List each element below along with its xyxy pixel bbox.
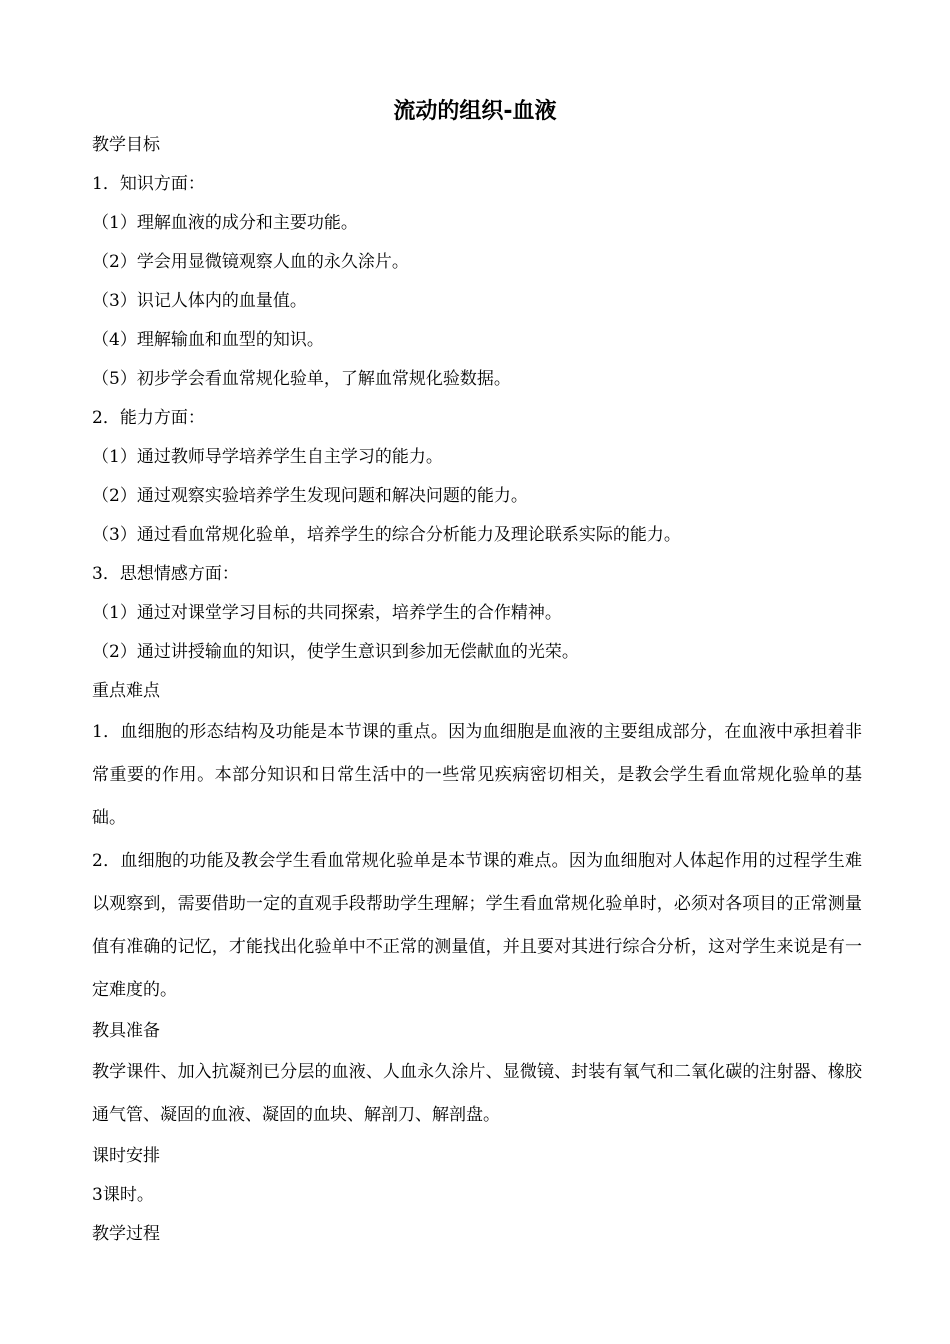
materials-paragraph: 教学课件、加入抗凝剂已分层的血液、人血永久涂片、显微镜、封装有氧气和二氧化碳的注射器、橡胶通气管、凝固的血液、凝固的血块、解剖刀、解剖盘。 xyxy=(92,1062,862,1125)
list-item: （1）通过对课堂学习目标的共同探索，培养学生的合作精神。 xyxy=(92,603,562,623)
list-item: （5）初步学会看血常规化验单，了解血常规化验数据。 xyxy=(92,369,511,389)
subheading-emotion: 3．思想情感方面： xyxy=(92,564,239,584)
list-item: （1）理解血液的成分和主要功能。 xyxy=(92,213,358,233)
section-heading-materials: 教具准备 xyxy=(92,1021,160,1041)
list-item: （2）学会用显微镜观察人血的永久涂片。 xyxy=(92,252,409,272)
list-item: （3）识记人体内的血量值。 xyxy=(92,291,307,311)
list-item: （2）通过观察实验培养学生发现问题和解决问题的能力。 xyxy=(92,486,528,506)
key-point-paragraph: 1．血细胞的形态结构及功能是本节课的重点。因为血细胞是血液的主要组成部分，在血液中承担着非常重要的作用。本部分知识和日常生活中的一些常见疾病密切相关，是教会学生看血常规化验单的基础。 xyxy=(92,722,862,828)
section-heading-objectives: 教学目标 xyxy=(92,135,160,155)
subheading-knowledge: 1．知识方面： xyxy=(92,174,205,194)
section-heading-key-points: 重点难点 xyxy=(92,681,160,701)
list-item: （4）理解输血和血型的知识。 xyxy=(92,330,324,350)
list-item: （2）通过讲授输血的知识，使学生意识到参加无偿献血的光荣。 xyxy=(92,642,579,662)
subheading-ability: 2．能力方面： xyxy=(92,408,205,428)
section-heading-process: 教学过程 xyxy=(92,1224,160,1244)
list-item: （1）通过教师导学培养学生自主学习的能力。 xyxy=(92,447,443,467)
schedule-text: 3课时。 xyxy=(92,1185,154,1205)
list-item: （3）通过看血常规化验单，培养学生的综合分析能力及理论联系实际的能力。 xyxy=(92,525,681,545)
section-heading-schedule: 课时安排 xyxy=(92,1146,160,1166)
document-body xyxy=(92,126,862,1254)
difficulty-paragraph: 2．血细胞的功能及教会学生看血常规化验单是本节课的难点。因为血细胞对人体起作用的过程学生难以观察到，需要借助一定的直观手段帮助学生理解；学生看血常规化验单时，必须对各项目的正常测量值有准确的记忆，才能找出化验单中不正常的测量值，并且要对其进行综合分析，这对学生来说是有一定难度的。 xyxy=(92,851,862,1000)
page-title: 流动的组织-血液 xyxy=(393,99,557,124)
